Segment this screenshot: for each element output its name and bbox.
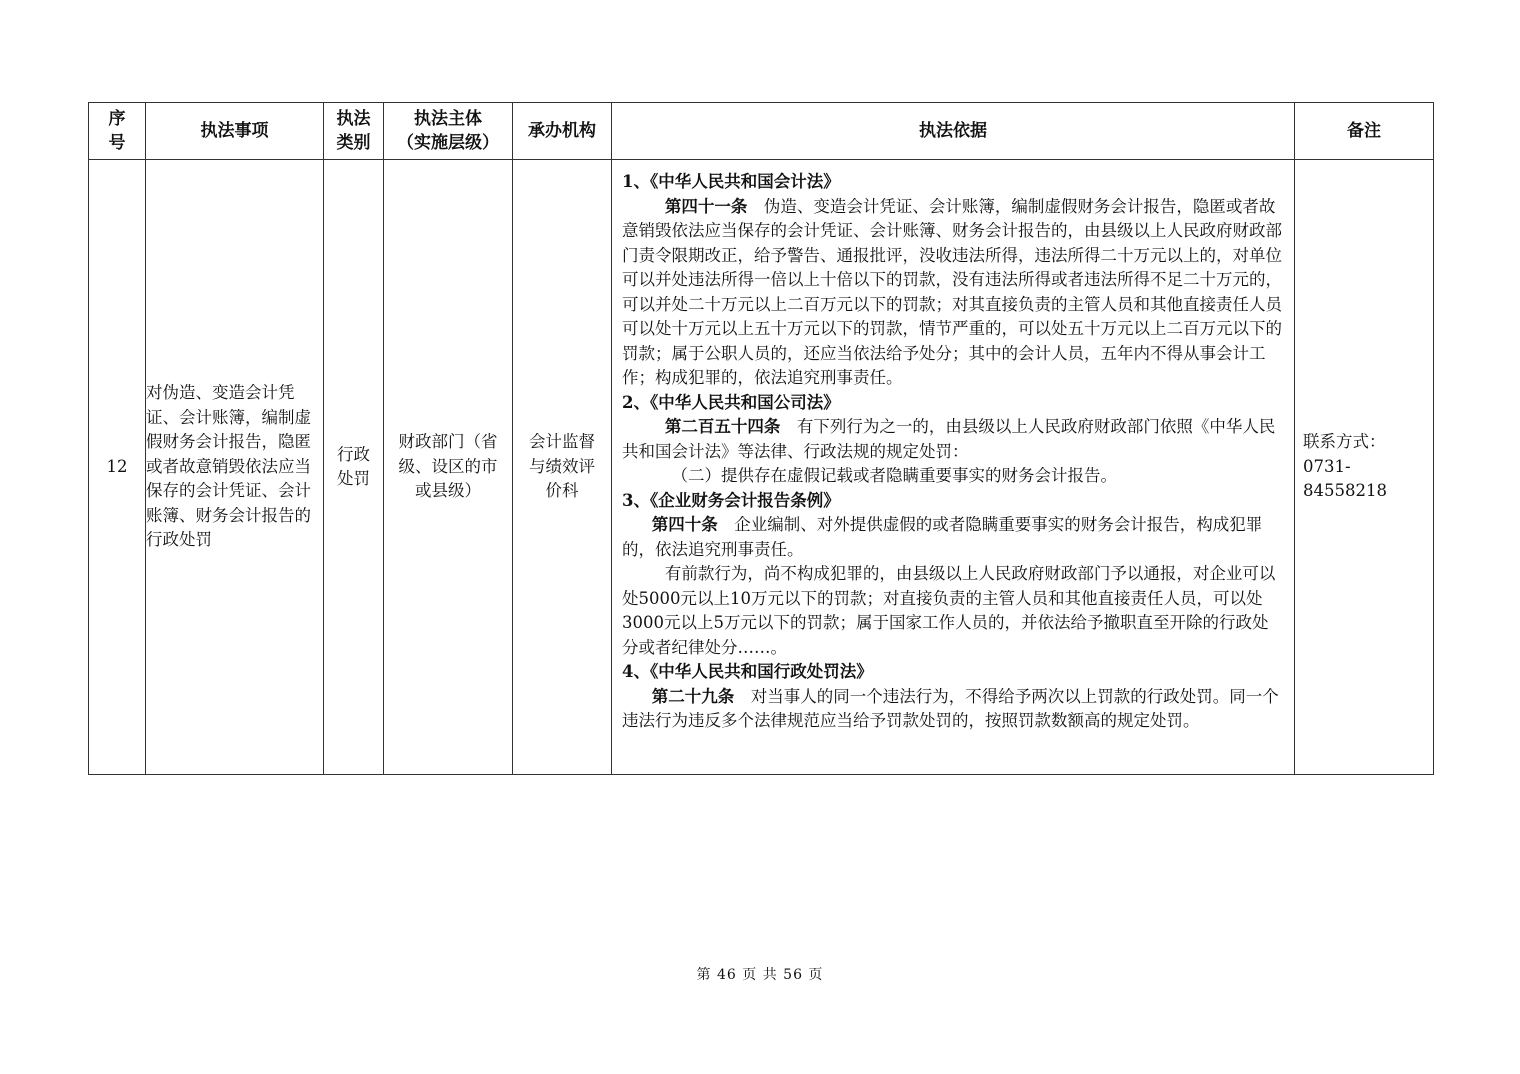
cell-subject: 财政部门（省级、设区的市或县级） xyxy=(384,160,513,775)
law1-title: 1、《中华人民共和国会计法》 xyxy=(622,172,840,191)
header-subject-line1: 执法主体 xyxy=(414,109,482,129)
law4-article-number: 第二十九条 xyxy=(651,686,735,706)
law4-article xyxy=(622,685,1284,734)
law2-article-number: 第二百五十四条 xyxy=(664,417,781,436)
cell-basis xyxy=(612,160,1295,775)
header-item-label: 执法事项 xyxy=(200,121,269,141)
cell-organ: 会计监督与绩效评价科 xyxy=(513,160,612,775)
header-category xyxy=(324,103,384,160)
remark-phone: 0731-84558218 xyxy=(1303,456,1387,501)
cell-seq: 12 xyxy=(89,160,146,775)
law2-item: （二）提供存在虚假记载或者隐瞒重要事实的财务会计报告。 xyxy=(671,466,1117,485)
cell-item: 对伪造、变造会计凭证、会计账簿，编制虚假财务会计报告，隐匿或者故意销毁依法应当保存的会计凭证、会计账簿、财务会计报告的行政处罚 xyxy=(146,160,324,775)
header-basis-label: 执法依据 xyxy=(919,121,987,141)
header-subject-line2: （实施层级） xyxy=(397,133,499,153)
law1-article-text: 伪造、变造会计凭证、会计账簿，编制虚假财务会计报告，隐匿或者故意销毁依法应当保存的会计凭证、会计账簿、财务会计报告的，由县级以上人民政府财政部门责令限期改正，给予警告、通报批评，没收违法所得，违法所得二十万元以上的，对单位可以并处违法所得一倍以上十倍以下的罚款，没有违法所得或者违法所得不足二十万元的，可以并处二十万元以上二百万元以下的罚款；对其直接负责的主管人员和其他直接责任人员可以处十万元以上五十万元以下的罚款，情节严重的，可以处五十万元以上二百万元以下的罚款；属于公职人员的，还应当依法给予处分；其中的会计人员，五年内不得从事会计工作；构成犯罪的，依法追究刑事责任。 xyxy=(622,196,1282,387)
law3-article xyxy=(622,513,1284,562)
remark-contact-label: 联系方式： xyxy=(1303,432,1386,452)
header-basis xyxy=(612,103,1295,160)
header-remark xyxy=(1295,103,1434,160)
header-organ-label: 承办机构 xyxy=(528,121,596,141)
law2-title: 2、《中华人民共和国公司法》 xyxy=(622,392,840,412)
table-header xyxy=(89,103,1434,160)
law4-article-text: 对当事人的同一个违法行为，不得给予两次以上罚款的行政处罚。同一个违法行为违反多个法律规范应当给予罚款处罚的，按照罚款数额高的规定处罚。 xyxy=(622,686,1279,730)
table-row xyxy=(89,160,1434,775)
header-item xyxy=(146,103,324,160)
cell-remark xyxy=(1295,160,1434,775)
law3-paragraph2: 有前款行为，尚不构成犯罪的，由县级以上人民政府财政部门予以通报，对企业可以处5000元以上10万元以下的罚款；对直接负责的主管人员和其他直接责任人员，可以处3000元以上5万元以下的罚款；属于国家工作人员的，并依法给予撤职直至开除的行政处分或者纪律处分……。 xyxy=(622,564,1276,657)
law3-article-text: 企业编制、对外提供虚假的或者隐瞒重要事实的财务会计报告，构成犯罪的，依法追究刑事责任。 xyxy=(622,515,1263,559)
header-subject xyxy=(384,103,513,160)
cell-category: 行政处罚 xyxy=(324,160,384,775)
law2-article xyxy=(622,415,1284,464)
law4-title: 4、《中华人民共和国行政处罚法》 xyxy=(622,662,873,681)
header-seq xyxy=(89,103,146,160)
header-seq-label: 序号 xyxy=(108,109,126,153)
header-category-label: 执法类别 xyxy=(336,109,371,153)
enforcement-table xyxy=(88,102,1434,775)
law3-title: 3、《企业财务会计报告条例》 xyxy=(622,490,840,510)
law1-article-number: 第四十一条 xyxy=(664,196,748,216)
law1-article xyxy=(622,195,1284,391)
header-organ xyxy=(513,103,612,160)
header-remark-label: 备注 xyxy=(1347,121,1381,141)
header-row xyxy=(89,103,1434,160)
law3-article-number: 第四十条 xyxy=(651,515,718,534)
page-footer: 第 46 页 共 56 页 xyxy=(696,967,824,983)
law2-article-text: 有下列行为之一的，由县级以上人民政府财政部门依照《中华人民共和国会计法》等法律、行政法规的规定处罚： xyxy=(622,417,1276,461)
